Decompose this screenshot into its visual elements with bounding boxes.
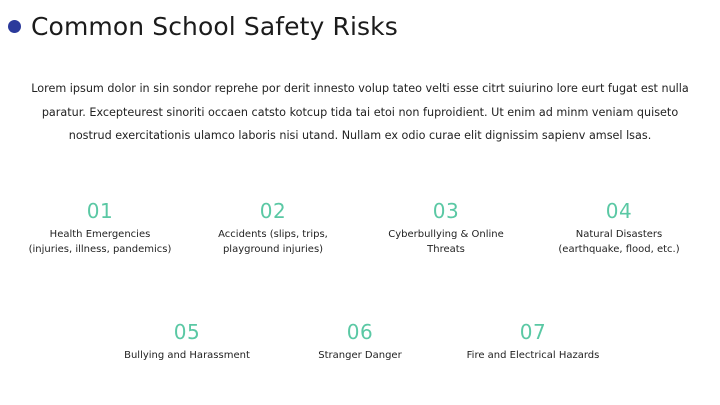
risk-label-line: (injuries, illness, pandemics): [28, 243, 172, 255]
risk-label-line: Natural Disasters: [575, 229, 663, 240]
risk-item: [529, 199, 709, 257]
risk-item: [10, 199, 190, 257]
risk-number: 05: [173, 320, 201, 344]
risk-item: [97, 320, 277, 364]
risk-label-line: Accidents (slips, trips,: [218, 229, 328, 240]
risk-number: 01: [86, 199, 114, 223]
risk-label-line: Fire and Electrical Hazards: [466, 350, 600, 361]
risk-label-line: (earthquake, flood, etc.): [558, 243, 680, 255]
risk-label-line: Threats: [427, 243, 465, 255]
risk-label: [443, 349, 623, 364]
risk-item: [443, 320, 623, 364]
risk-label: [97, 349, 277, 364]
risk-label-line: Stranger Danger: [318, 350, 402, 361]
risk-label: [529, 228, 709, 257]
title-row: [8, 6, 398, 46]
risk-number: 06: [346, 320, 374, 344]
risk-item: [270, 320, 450, 364]
bullet-dot-icon: [8, 20, 21, 33]
risk-item: [356, 199, 536, 257]
intro-paragraph: Lorem ipsum dolor in sin sondor reprehe por derit innesto volup tateo velti esse citrt suiurino lore eurt fugat est nulla paratur. Excepteurest sinoriti occaen catsto kotcup tida tai etoi non fuproidient. Ut enim ad minm veniam quiseto nostrud exercitationis ulamco laboris nisi utand. Nullam ex odio curae elit dignissim sapienv amsel lsas.: [31, 82, 689, 142]
risk-number: 02: [259, 199, 287, 223]
risk-label: [356, 228, 536, 257]
risk-number: 07: [519, 320, 547, 344]
risk-label: [183, 228, 363, 257]
risk-number: 04: [605, 199, 633, 223]
risk-label-line: Health Emergencies: [49, 229, 151, 240]
slide-title: Common School Safety Risks: [31, 11, 398, 41]
risk-item: [183, 199, 363, 257]
risk-label-line: Bullying and Harassment: [124, 350, 250, 361]
risk-label: [270, 349, 450, 364]
risk-label-line: Cyberbullying & Online: [388, 229, 504, 240]
risk-label: [10, 228, 190, 257]
risk-label-line: playground injuries): [222, 243, 324, 255]
risk-number: 03: [432, 199, 460, 223]
